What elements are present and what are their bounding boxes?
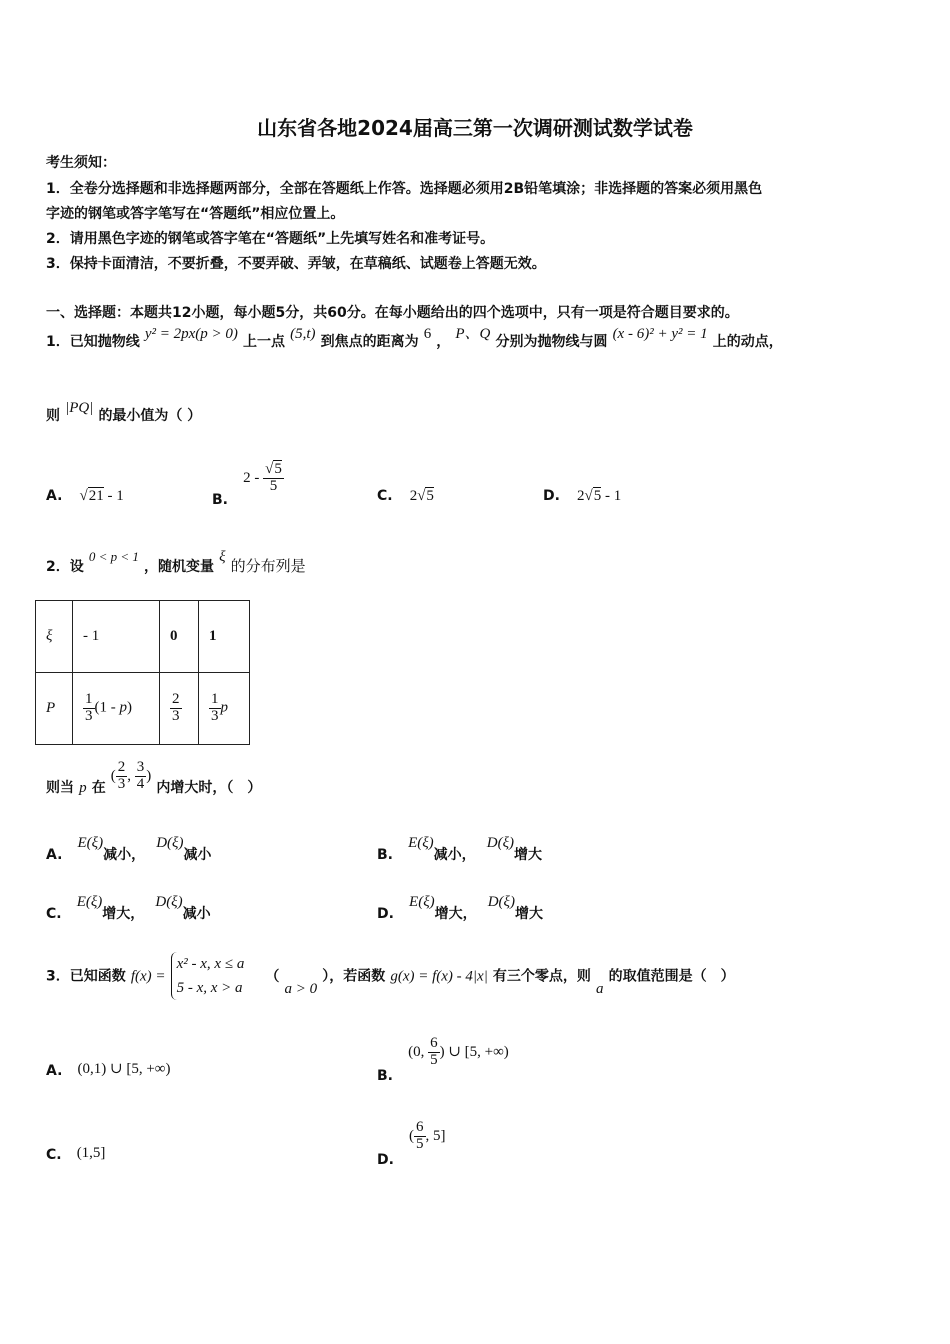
table-cell: $\frac{2}{3}$	[160, 673, 199, 745]
question-3-stem	[46, 952, 735, 1000]
option-label: B.	[377, 847, 393, 863]
section-heading: 一、选择题：本题共12小题，每小题5分，共60分。在每小题给出的四个选项中，只有一项是符合题目要求的。	[46, 305, 739, 321]
option-label: B.	[212, 491, 228, 508]
variance: D(ξ)	[486, 835, 515, 851]
option-value: (1,5]	[76, 1145, 106, 1161]
q1-text: 到焦点的距离为	[320, 334, 419, 350]
q3-option-d[interactable]	[377, 1119, 446, 1168]
distribution-table	[35, 600, 250, 745]
p-condition: 0 < p < 1	[88, 549, 139, 564]
option-text: 增大	[514, 906, 543, 922]
option-text: 增大，	[434, 906, 477, 922]
q1-option-a[interactable]	[46, 485, 124, 505]
q3-text: ），若函数	[322, 968, 386, 985]
option-text: 减小	[182, 906, 211, 922]
q3-option-b[interactable]	[377, 1035, 509, 1084]
q1-option-d[interactable]	[543, 485, 621, 505]
option-text: 减小，	[103, 847, 146, 863]
option-label: D.	[377, 906, 394, 922]
xi-symbol: ξ	[219, 549, 226, 565]
point-coordinates: (5,t)	[290, 326, 316, 342]
expectation: E(ξ)	[77, 835, 104, 851]
option-value: √21 - 1	[79, 488, 124, 504]
question-1-ask	[46, 400, 202, 425]
a-variable: a	[596, 980, 604, 997]
option-text: 增大	[514, 847, 543, 863]
notice-item: 1．全卷分选择题和非选择题两部分，全部在答题纸上作答。选择题必须用2B铅笔填涂；非选择题的答案必须用黑色	[46, 181, 763, 197]
piece-case: 5 - x, x > a	[176, 980, 243, 996]
q1-text: ，	[436, 334, 451, 350]
page-title: 山东省各地2024届高三第一次调研测试数学试卷	[257, 116, 693, 140]
q1-text: 1．已知抛物线	[46, 334, 140, 350]
option-label: A.	[46, 488, 63, 504]
table-row	[36, 673, 250, 745]
notice-item: 2．请用黑色字迹的钢笔或答字笔在“答题纸”上先填写姓名和准考证号。	[46, 231, 495, 247]
q1-text: 分别为抛物线与圆	[495, 334, 608, 350]
option-text: 减小，	[433, 847, 476, 863]
notice-heading: 考生须知：	[46, 155, 116, 171]
q3-text: 3．已知函数	[46, 968, 126, 985]
option-label: A.	[46, 1063, 63, 1079]
q3-text: 的取值范围是（ ）	[608, 968, 735, 985]
q2-option-b[interactable]	[377, 832, 543, 863]
option-value: (0, $\frac{6}{5}$ ) ∪ [5, +∞)	[408, 1035, 509, 1068]
expectation: E(ξ)	[76, 894, 103, 910]
circle-equation: (x - 6)² + y² = 1	[612, 326, 708, 342]
question-1-stem	[46, 326, 783, 351]
expectation: E(ξ)	[409, 894, 435, 910]
q1-option-b[interactable]	[212, 461, 284, 508]
table-cell: P	[36, 673, 73, 745]
option-label: B.	[377, 1067, 393, 1084]
option-label: C.	[377, 488, 393, 504]
variance: D(ξ)	[156, 835, 184, 851]
a-condition: a > 0	[284, 980, 318, 997]
table-row	[36, 601, 250, 673]
option-value: 2 - $\frac{√5}{5}$	[243, 461, 282, 494]
option-text: 增大，	[102, 906, 145, 922]
q2-option-c[interactable]	[46, 891, 211, 922]
question-2-ask	[46, 759, 262, 796]
q2-text: 在	[91, 779, 106, 796]
q1-text: 上的动点，	[712, 334, 783, 350]
q3-option-a[interactable]	[46, 1058, 170, 1078]
q2-text: 内增大时，（ ）	[156, 779, 262, 796]
table-cell: - 1	[73, 601, 160, 673]
abs-pq: |PQ|	[65, 400, 94, 416]
parabola-equation: y² = 2px(p > 0)	[144, 326, 238, 342]
option-value: 2√5 - 1	[577, 488, 622, 504]
option-text: 减小	[183, 847, 212, 863]
notice-item: 字迹的钢笔或答字笔写在“答题纸”相应位置上。	[46, 206, 345, 222]
option-label: C.	[46, 1147, 62, 1163]
option-value: 2√5	[409, 488, 434, 504]
q2-option-a[interactable]	[46, 832, 212, 863]
q1-text: 则	[46, 408, 60, 424]
function-f: f(x) =	[130, 968, 166, 985]
points-pq: P、Q	[455, 326, 491, 342]
table-cell: 1	[199, 601, 250, 673]
q1-text: 的最小值为（ ）	[98, 408, 202, 424]
q3-text: 有三个零点，则	[492, 968, 591, 985]
table-cell: 0	[160, 601, 199, 673]
p-interval: ( $\frac{2}{3}$ , $\frac{3}{4}$ )	[110, 759, 152, 792]
notice-item: 3．保持卡面清洁，不要折叠，不要弄破、弄皱，在草稿纸、试题卷上答题无效。	[46, 256, 546, 272]
piecewise-definition	[171, 952, 245, 1000]
variance: D(ξ)	[487, 894, 515, 910]
question-2-stem	[46, 549, 306, 576]
q2-text: ，随机变量	[143, 559, 214, 575]
expectation: E(ξ)	[408, 835, 434, 851]
q3-text: （	[265, 968, 280, 985]
function-g: g(x) = f(x) - 4|x|	[390, 968, 488, 985]
q3-option-c[interactable]	[46, 1142, 105, 1162]
q1-option-c[interactable]	[377, 485, 434, 505]
option-value: (0,1) ∪ [5, +∞)	[77, 1061, 171, 1077]
option-label: A.	[46, 847, 63, 863]
option-value: ( $\frac{6}{5}$ , 5]	[409, 1119, 446, 1152]
piece-case: x² - x, x ≤ a	[176, 956, 245, 972]
table-cell: $\frac{1}{3}$ p	[199, 673, 250, 745]
q2-text: 则当	[46, 779, 74, 796]
q1-text: 上一点	[242, 334, 285, 350]
variance: D(ξ)	[155, 894, 183, 910]
option-label: D.	[377, 1151, 394, 1168]
q2-option-d[interactable]	[377, 891, 543, 922]
p-variable: p	[79, 779, 87, 796]
q2-text: 的分布列是	[230, 557, 306, 575]
option-label: D.	[543, 488, 560, 504]
option-label: C.	[46, 906, 62, 922]
table-cell: $\frac{1}{3}$ (1 - p)	[73, 673, 160, 745]
table-cell: ξ	[36, 601, 73, 673]
q2-text: 2．设	[46, 559, 84, 575]
distance-value: 6	[423, 326, 432, 342]
